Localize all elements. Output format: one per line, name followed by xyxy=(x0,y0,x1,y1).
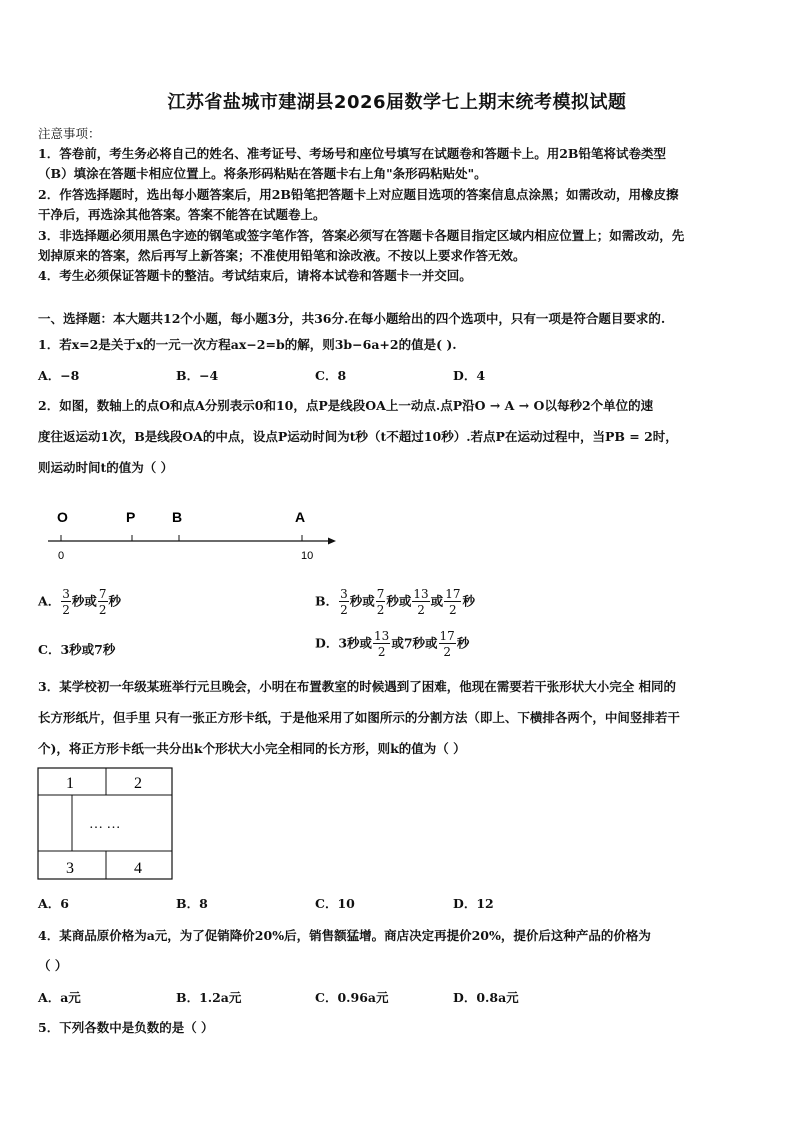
label-o: O xyxy=(57,509,68,525)
page-title: 江苏省盐城市建湖县2026届数学七上期末统考模拟试题 xyxy=(167,92,627,113)
q4-stem-line: 4．某商品原价格为a元，为了促销降价20%后，销售额猛增。商店决定再提价20%，提价后这种产品的价格为 xyxy=(38,928,651,943)
notice-line: 3．非选择题必须用黑色字迹的钢笔或签字笔作答，答案必须写在答题卡各题目指定区域内相应位置上；如需改动，先 xyxy=(38,228,685,243)
q4-option-b: B．1.2a元 xyxy=(176,990,242,1005)
q4-option-c: C．0.96a元 xyxy=(315,990,389,1005)
q1-stem: 1．若x=2是关于x的一元一次方程ax−2=b的解，则3b−6a+2的值是( ). xyxy=(38,337,457,352)
notice-heading: 注意事项： xyxy=(38,126,101,141)
q3-option-d: D．12 xyxy=(453,896,494,911)
q4-option-d: D．0.8a元 xyxy=(453,990,519,1005)
cell-4: 4 xyxy=(134,860,142,877)
label-a: A xyxy=(295,509,306,525)
cell-ellipsis: … … xyxy=(89,817,121,832)
cell-3: 3 xyxy=(66,860,74,877)
notice-line: 4．考生必须保证答题卡的整洁。考试结束后，请将本试卷和答题卡一并交回。 xyxy=(38,268,472,283)
q2-option-b: B． $\frac{3}{2}$ 秒或 $\frac{7}{2}$ 秒或 $\frac{13}{2}$ 或 $\frac{17}{2}$ 秒 xyxy=(315,587,475,617)
q3-option-c: C．10 xyxy=(315,896,355,911)
notice-line: 划掉原来的答案，然后再写上新答案；不准使用铅笔和涂改液。不按以上要求作答无效。 xyxy=(38,248,526,263)
q2-option-d: D．3秒或 $\frac{13}{2}$ 或7秒或 $\frac{17}{2}$ 秒 xyxy=(315,629,470,659)
notice-line: 干净后，再选涂其他答案。答案不能答在试题卷上。 xyxy=(38,207,326,222)
label-b: B xyxy=(172,509,183,525)
q3-stem-line: 长方形纸片，但手里 只有一张正方形卡纸，于是他采用了如图所示的分割方法（即上、下横排各两个，中间竖排若干 xyxy=(38,710,680,725)
axis-arrow xyxy=(328,538,336,545)
notice-line: 1．答卷前，考生务必将自己的姓名、准考证号、考场号和座位号填写在试题卷和答题卡上。用2B铅笔将试卷类型 xyxy=(38,146,666,161)
square-partition-figure xyxy=(37,767,175,883)
label-p: P xyxy=(126,509,136,525)
q4-option-a: A．a元 xyxy=(38,990,81,1005)
q4-stem-line: （ ） xyxy=(38,958,68,973)
q3-stem-line: 3．某学校初一年级某班举行元旦晚会，小明在布置教室的时候遇到了困难，他现在需要若干张形状大小完全 相同的 xyxy=(38,679,677,694)
q2-stem-line: 度往返运动1次，B是线段OA的中点，设点P运动时间为t秒（t不超过10秒）.若点P在运动过程中，当PB = 2时， xyxy=(38,429,678,444)
number-line-figure xyxy=(40,505,350,565)
q3-option-a: A．6 xyxy=(38,896,69,911)
cell-2: 2 xyxy=(134,775,142,792)
q2-stem-line: 则运动时间t的值为（ ） xyxy=(38,460,174,475)
q2-stem-line: 2．如图，数轴上的点O和点A分别表示0和10，点P是线段OA上一动点.点P沿O → A → O以每秒2个单位的速 xyxy=(38,398,654,413)
q3-option-b: B．8 xyxy=(176,896,208,911)
q1-option-b: B．−4 xyxy=(176,368,219,383)
tick-label-10: 10 xyxy=(301,550,314,562)
q2-option-c: C．3秒或7秒 xyxy=(38,642,116,657)
section-heading: 一、选择题：本大题共12个小题，每小题3分，共36分.在每小题给出的四个选项中，只有一项是符合题目要求的. xyxy=(38,311,666,326)
q2-option-a: A． $\frac{3}{2}$ 秒或 $\frac{7}{2}$ 秒 xyxy=(38,587,122,617)
cell-1: 1 xyxy=(66,775,74,792)
notice-line: （B）填涂在答题卡相应位置上。将条形码粘贴在答题卡右上角"条形码粘贴处"。 xyxy=(38,166,487,181)
notice-line: 2．作答选择题时，选出每小题答案后，用2B铅笔把答题卡上对应题目选项的答案信息点涂黑；如需改动，用橡皮擦 xyxy=(38,187,679,202)
q1-option-a: A．−8 xyxy=(38,368,80,383)
q1-option-d: D．4 xyxy=(453,368,486,383)
q1-option-c: C．8 xyxy=(315,368,347,383)
tick-label-0: 0 xyxy=(58,550,65,562)
q5-stem: 5．下列各数中是负数的是（ ） xyxy=(38,1020,214,1035)
q3-stem-line: 个)，将正方形卡纸一共分出k个形状大小完全相同的长方形，则k的值为（ ） xyxy=(38,741,466,756)
